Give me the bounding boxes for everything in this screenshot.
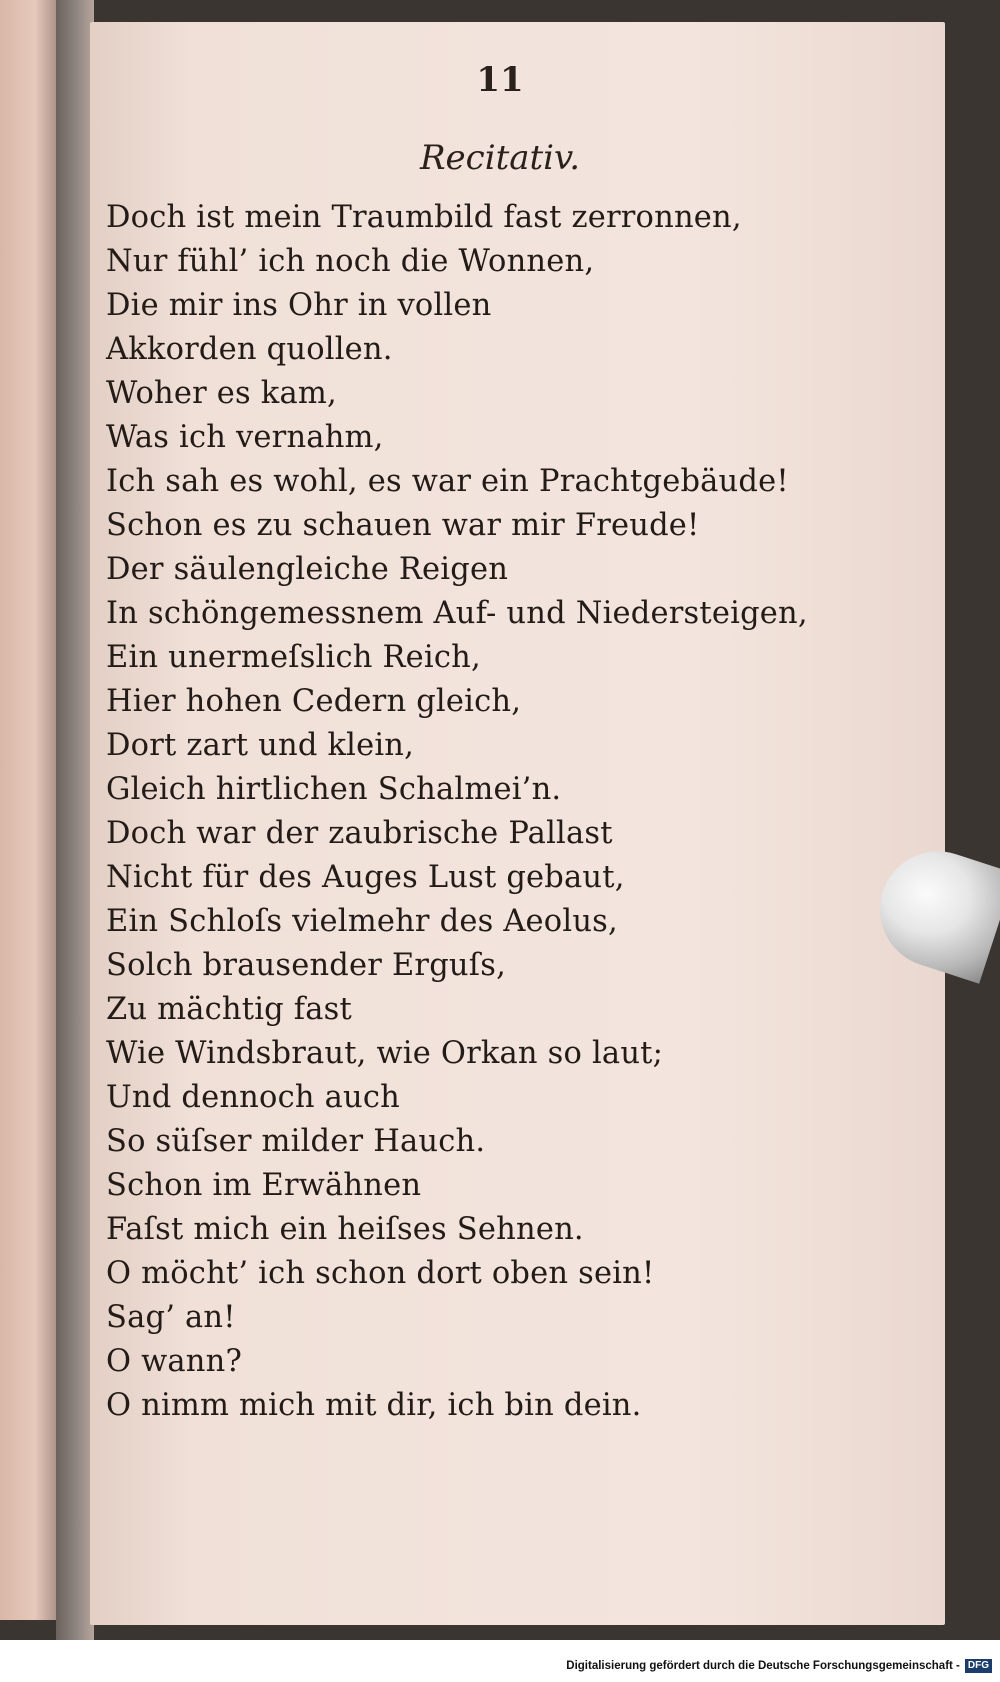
poem-line: Schon es zu schauen war mir Freude! (106, 508, 700, 543)
digitization-credit (566, 1659, 992, 1673)
poem-line: In schöngemessnem Auf- und Niedersteigen, (106, 596, 808, 631)
book-spine (56, 0, 94, 1640)
poem-line: Doch war der zaubrische Pallast (106, 816, 613, 851)
left-page-edge (0, 0, 58, 1620)
poem-line: Dort zart und klein, (106, 728, 415, 763)
poem-line: Hier hohen Cedern gleich, (106, 684, 522, 719)
poem-line: Nur fühl’ ich noch die Wonnen, (106, 244, 595, 279)
poem-line: Gleich hirtlichen Schalmei’n. (106, 772, 562, 807)
section-heading: Recitativ. (419, 138, 581, 178)
poem-text (106, 196, 926, 1428)
poem-line: Faſst mich ein heiſses Sehnen. (106, 1212, 584, 1247)
poem-line: Die mir ins Ohr in vollen (106, 288, 492, 323)
credit-text: Digitalisierung gefördert durch die Deutsche Forschungsgemeinschaft - (566, 1660, 960, 1672)
poem-line: Woher es kam, (106, 376, 337, 411)
poem-line: Solch brausender Erguſs, (106, 948, 507, 983)
poem-line: Nicht für des Auges Lust gebaut, (106, 860, 625, 895)
poem-line: Ein Schloſs vielmehr des Aeolus, (106, 904, 618, 939)
poem-line: Wie Windsbraut, wie Orkan so laut; (106, 1036, 664, 1071)
poem-line: Zu mächtig fast (106, 992, 352, 1027)
dfg-logo: DFG (965, 1659, 992, 1673)
poem-line: Was ich vernahm, (106, 420, 384, 455)
poem-line: Ein unermeſslich Reich, (106, 640, 481, 675)
poem-line: Sag’ an! (106, 1300, 236, 1335)
poem-line: Schon im Erwähnen (106, 1168, 422, 1203)
poem-line: O wann? (106, 1344, 243, 1379)
poem-line: So süſser milder Hauch. (106, 1124, 486, 1159)
page-number: 11 (476, 60, 524, 100)
poem-line: O möcht’ ich schon dort oben sein! (106, 1256, 655, 1291)
poem-line: Doch ist mein Traumbild fast zerronnen, (106, 200, 742, 235)
poem-line: Und dennoch auch (106, 1080, 400, 1115)
poem-line: Der säulengleiche Reigen (106, 552, 509, 587)
poem-line: Ich sah es wohl, es war ein Prachtgebäude! (106, 464, 789, 499)
poem-line: O nimm mich mit dir, ich bin dein. (106, 1388, 642, 1423)
poem-line: Akkorden quollen. (106, 332, 393, 367)
